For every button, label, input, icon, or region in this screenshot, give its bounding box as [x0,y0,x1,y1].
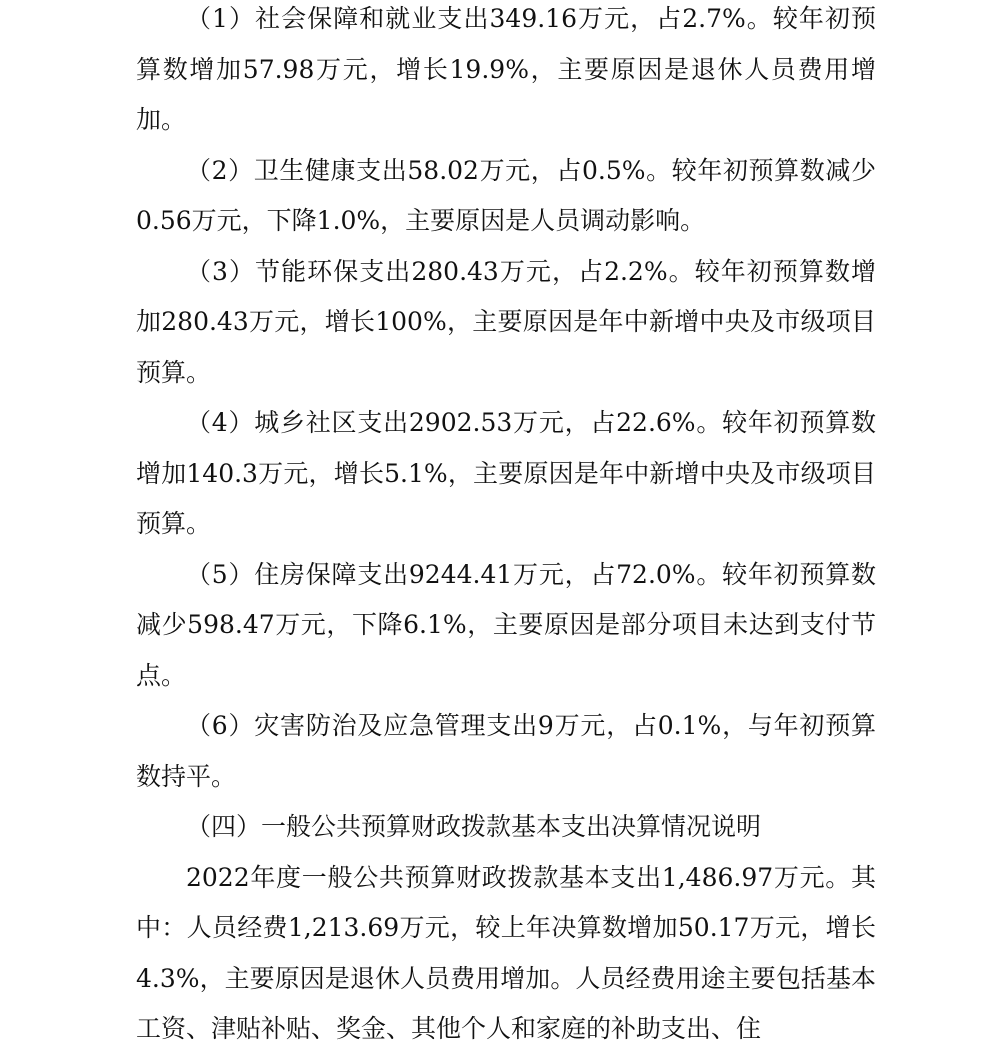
paragraph-urban-rural: （4）城乡社区支出2902.53万元，占22.6%。较年初预算数增加140.3万元，增长5.1%，主要原因是年中新增中央及市级项目预算。 [136,408,876,538]
paragraph-basic-expenditure: 2022年度一般公共预算财政拨款基本支出1,486.97万元。其中：人员经费1,213.69万元，较上年决算数增加50.17万元，增长4.3%，主要原因是退休人员费用增加。人员经费用途主要包括基本工资、津贴补贴、奖金、其他个人和家庭的补助支出、住 [136,862,876,1043]
section-heading: （四）一般公共预算财政拨款基本支出决算情况说明 [186,812,762,841]
paragraph-health: （2）卫生健康支出58.02万元，占0.5%。较年初预算数减少0.56万元，下降1.0%，主要原因是人员调动影响。 [136,155,876,235]
paragraph-housing: （5）住房保障支出9244.41万元，占72.0%。较年初预算数减少598.47万元，下降6.1%，主要原因是部分项目未达到支付节点。 [136,559,876,690]
paragraph-disaster-prevention: （6）灾害防治及应急管理支出9万元，占0.1%，与年初预算数持平。 [136,711,876,791]
document-page [136,0,876,1055]
paragraph-energy-environment: （3）节能环保支出280.43万元，占2.2%。较年初预算数增加280.43万元，增长100%，主要原因是年中新增中央及市级项目预算。 [136,256,876,387]
paragraph-social-security: （1）社会保障和就业支出349.16万元，占2.7%。较年初预算数增加57.98万元，增长19.9%，主要原因是退休人员费用增加。 [136,4,876,134]
